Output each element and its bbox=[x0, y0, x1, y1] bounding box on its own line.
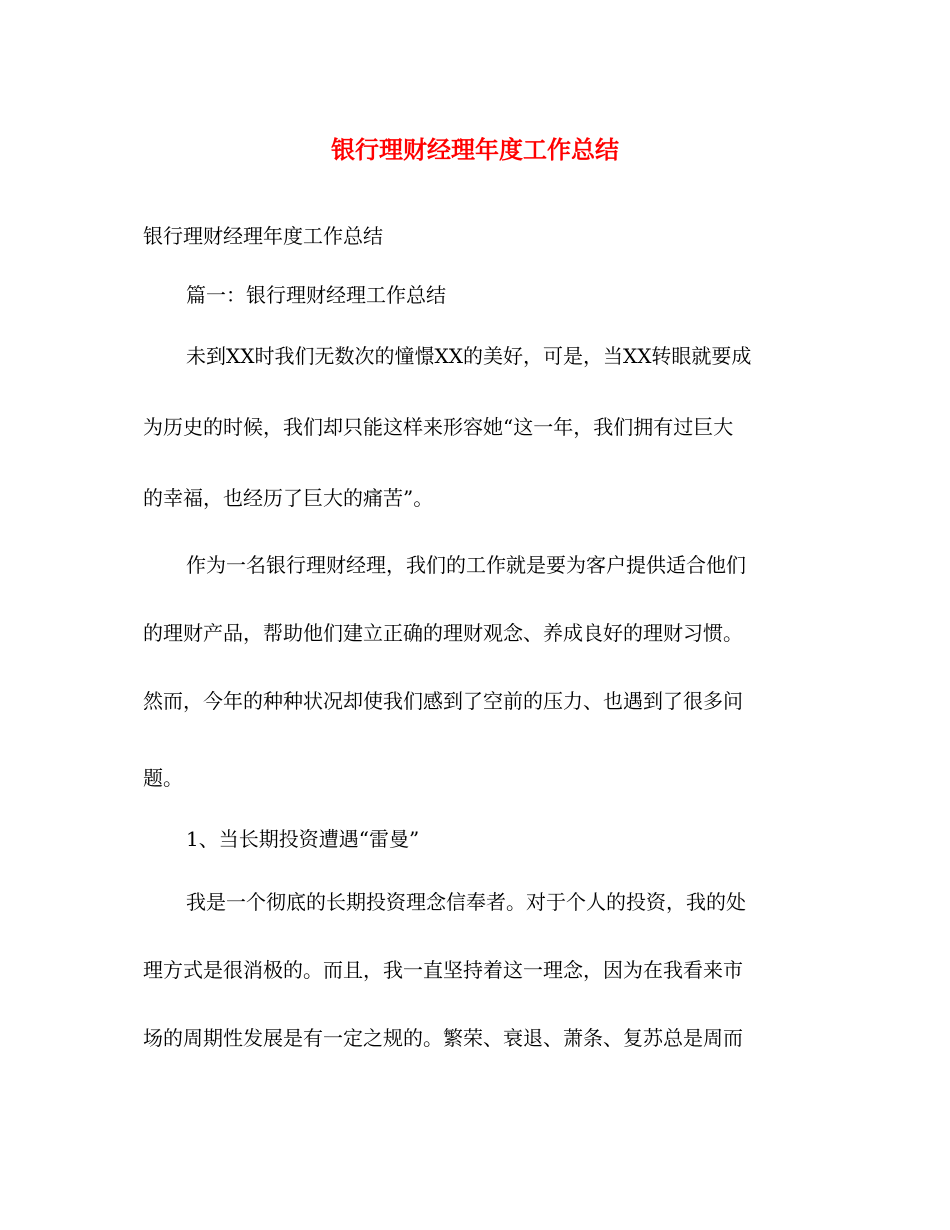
paragraph-line: 题。 bbox=[143, 766, 183, 790]
section-heading: 篇一：银行理财经理工作总结 bbox=[186, 283, 446, 307]
paragraph-line: 作为一名银行理财经理，我们的工作就是要为客户提供适合他们 bbox=[186, 553, 746, 577]
paragraph-line: 的幸福，也经历了巨大的痛苦”。 bbox=[143, 486, 434, 510]
paragraph-line: 场的周期性发展是有一定之规的。繁荣、衰退、萧条、复苏总是周而 bbox=[143, 1026, 743, 1050]
document-title: 银行理财经理年度工作总结 bbox=[331, 136, 619, 164]
paragraph-line: 理方式是很消极的。而且，我一直坚持着这一理念，因为在我看来市 bbox=[143, 958, 743, 982]
paragraph-line: 为历史的时候，我们却只能这样来形容她“这一年，我们拥有过巨大 bbox=[143, 415, 734, 439]
document-subtitle: 银行理财经理年度工作总结 bbox=[143, 224, 383, 248]
paragraph-line: 未到XX时我们无数次的憧憬XX的美好，可是，当XX转眼就要成 bbox=[186, 344, 752, 368]
list-item-heading: 1、当长期投资遭遇“雷曼” bbox=[186, 827, 420, 851]
paragraph-line: 我是一个彻底的长期投资理念信奉者。对于个人的投资，我的处 bbox=[186, 890, 746, 914]
paragraph-line: 然而，今年的种种状况却使我们感到了空前的压力、也遇到了很多问 bbox=[143, 689, 743, 713]
paragraph-line: 的理财产品，帮助他们建立正确的理财观念、养成良好的理财习惯。 bbox=[143, 621, 743, 645]
